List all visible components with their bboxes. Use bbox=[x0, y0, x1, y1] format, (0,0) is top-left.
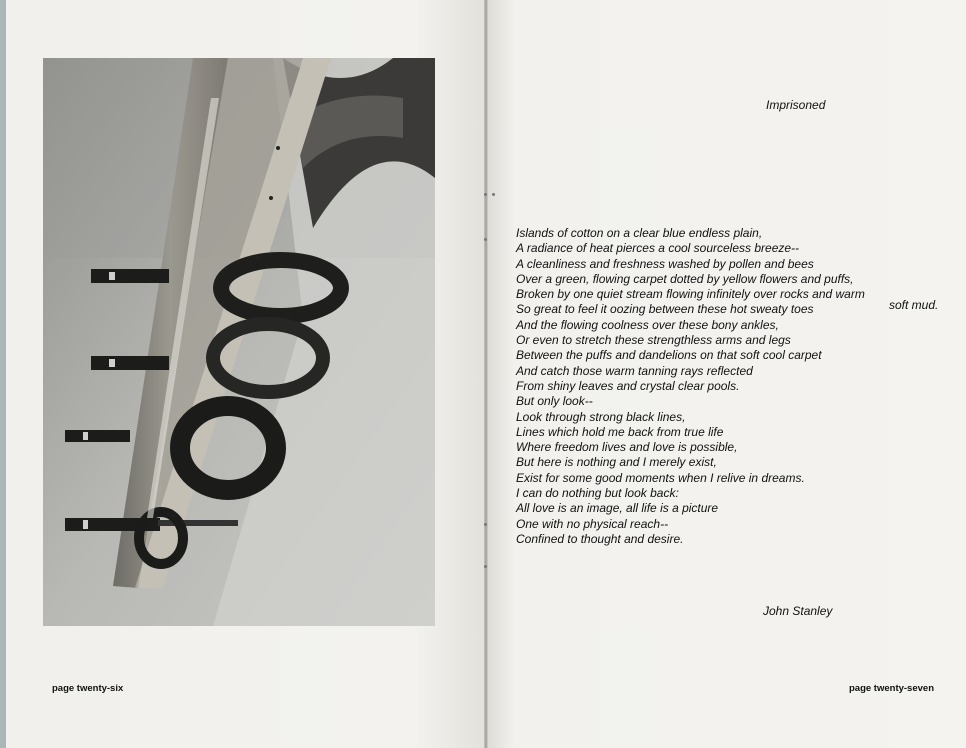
poem-line: Between the puffs and dandelions on that soft cool carpet bbox=[516, 348, 822, 363]
poem-line: I can do nothing but look back: bbox=[516, 486, 679, 501]
poem-line: From shiny leaves and crystal clear pools. bbox=[516, 378, 740, 393]
poem-line: Exist for some good moments when I relive in dreams. bbox=[516, 470, 805, 485]
poem-line: Islands of cotton on a clear blue endless plain, bbox=[516, 226, 763, 240]
poem-line: But only look-- bbox=[516, 394, 593, 409]
author-name: John Stanley bbox=[763, 604, 833, 618]
poem-line: Or even to stretch these strengthless arms and legs bbox=[516, 333, 791, 348]
staple-mark bbox=[484, 565, 487, 568]
staple-mark bbox=[484, 193, 487, 196]
page-number-right: page twenty-seven bbox=[849, 683, 934, 694]
poem-body bbox=[516, 226, 865, 547]
abstract-black-and-white-photograph-icon bbox=[43, 58, 435, 626]
poem-line: And catch those warm tanning rays reflected bbox=[516, 363, 753, 378]
poem-line: So great to feel it oozing between these hot sweaty toes bbox=[516, 302, 814, 317]
poem-line-overflow: soft mud. bbox=[889, 298, 939, 312]
poem-line: One with no physical reach-- bbox=[516, 516, 669, 531]
poem-line: Lines which hold me back from true life bbox=[516, 424, 724, 439]
page-edge bbox=[0, 0, 6, 748]
poem-line: Look through strong black lines, bbox=[516, 409, 686, 424]
poem-line: And the flowing coolness over these bony ankles, bbox=[516, 317, 779, 332]
poem-line: Where freedom lives and love is possible, bbox=[516, 440, 738, 455]
poem-line: Over a green, flowing carpet dotted by yellow flowers and puffs, bbox=[516, 271, 854, 286]
poem-title: Imprisoned bbox=[766, 98, 826, 112]
poem-line: Broken by one quiet stream flowing infinitely over rocks and warm bbox=[516, 287, 865, 302]
poem-line: All love is an image, all life is a picture bbox=[516, 501, 719, 516]
poem-line: A radiance of heat pierces a cool sourceless breeze-- bbox=[516, 241, 800, 256]
page-number-left: page twenty-six bbox=[52, 683, 124, 694]
staple-mark bbox=[484, 523, 487, 526]
staple-mark bbox=[484, 238, 487, 241]
poem-line: Confined to thought and desire. bbox=[516, 531, 684, 546]
gutter bbox=[484, 0, 488, 748]
poem-line: But here is nothing and I merely exist, bbox=[516, 455, 717, 470]
photograph bbox=[43, 58, 435, 626]
poem-line: A cleanliness and freshness washed by pollen and bees bbox=[516, 256, 814, 271]
staple-mark bbox=[492, 193, 495, 196]
